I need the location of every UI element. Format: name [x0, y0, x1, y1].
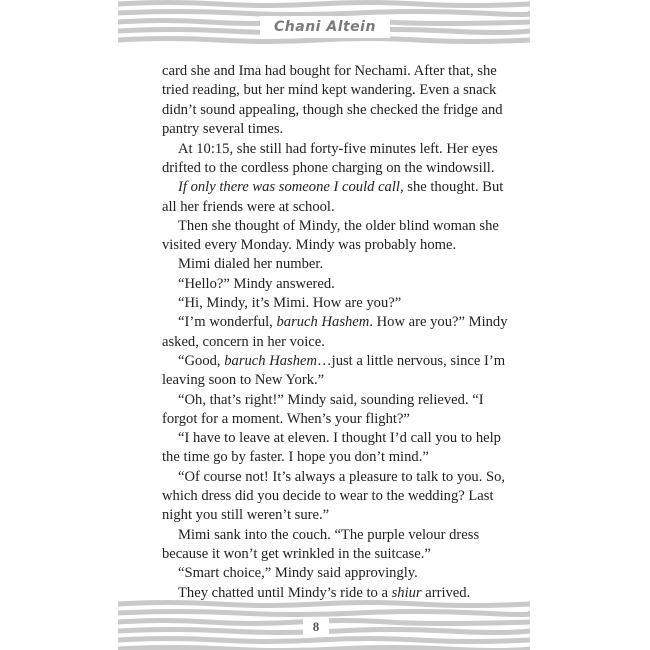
body-paragraph: [162, 178, 512, 217]
body-paragraph: [162, 526, 512, 565]
italic-text-run: baruch Hashem: [224, 352, 318, 369]
text-run: . How are you?” Mindy asked, concern in her voice.: [162, 314, 508, 350]
body-paragraph: [162, 217, 512, 256]
text-run: “I’m wonderful,: [178, 314, 277, 331]
body-paragraph: [162, 468, 512, 526]
text-run: Mimi dialed her number.: [178, 256, 324, 273]
body-paragraph: [162, 352, 512, 391]
body-paragraph: [162, 429, 512, 468]
page-number: 8: [303, 618, 329, 636]
italic-text-run: baruch Hashem: [276, 314, 370, 331]
italic-text-run: If only there was someone I could call,: [178, 179, 404, 196]
body-paragraph: [162, 255, 512, 274]
text-run: At 10:15, she still had forty-five minutes left. Her eyes drifted to the cordless phone charging on the windowsill.: [162, 140, 498, 176]
page-body-text: [162, 62, 512, 603]
text-run: she thought. But all her friends were at school.: [162, 179, 504, 215]
text-run: “Hello?” Mindy answered.: [178, 275, 335, 292]
body-paragraph: [162, 62, 512, 139]
text-run: “Oh, that’s right!” Mindy said, sounding relieved. “I forgot for a moment. When’s your flight?”: [162, 391, 484, 427]
text-run: “Hi, Mindy, it’s Mimi. How are you?”: [178, 295, 402, 312]
body-paragraph: [162, 391, 512, 430]
text-run: card she and Ima had bought for Nechami. After that, she tried reading, but her mind kept wandering. Even a snack didn’t sound appealing, though she checked the fridge and pantry several times.: [162, 63, 503, 137]
text-run: “Of course not! It’s always a pleasure to talk to you. So, which dress did you decide to wear to the wedding? Last night you still weren’t sure.”: [162, 468, 506, 524]
text-run: …just a little nervous, since I’m leaving soon to New York.”: [162, 352, 506, 389]
text-run: “I have to leave at eleven. I thought I’d call you to help the time go by faster. I hope you don’t mind.”: [162, 430, 501, 466]
body-paragraph: [162, 313, 512, 352]
text-run: “Smart choice,” Mindy said approvingly.: [178, 565, 418, 582]
text-run: arrived.: [421, 584, 471, 601]
text-run: “Good,: [178, 352, 225, 369]
body-paragraph: [162, 140, 512, 179]
running-header-title: Chani Altein: [260, 16, 390, 38]
body-paragraph: [162, 275, 512, 294]
body-paragraph: [162, 564, 512, 583]
body-paragraph: [162, 294, 512, 313]
text-run: They chatted until Mindy’s ride to a: [178, 584, 392, 601]
italic-text-run: shiur: [391, 584, 422, 601]
text-run: Mimi sank into the couch. “The purple velour dress because it won’t get wrinkled in the suitcase.”: [162, 526, 480, 562]
text-run: Then she thought of Mindy, the older blind woman she visited every Monday. Mindy was probably home.: [162, 217, 499, 254]
